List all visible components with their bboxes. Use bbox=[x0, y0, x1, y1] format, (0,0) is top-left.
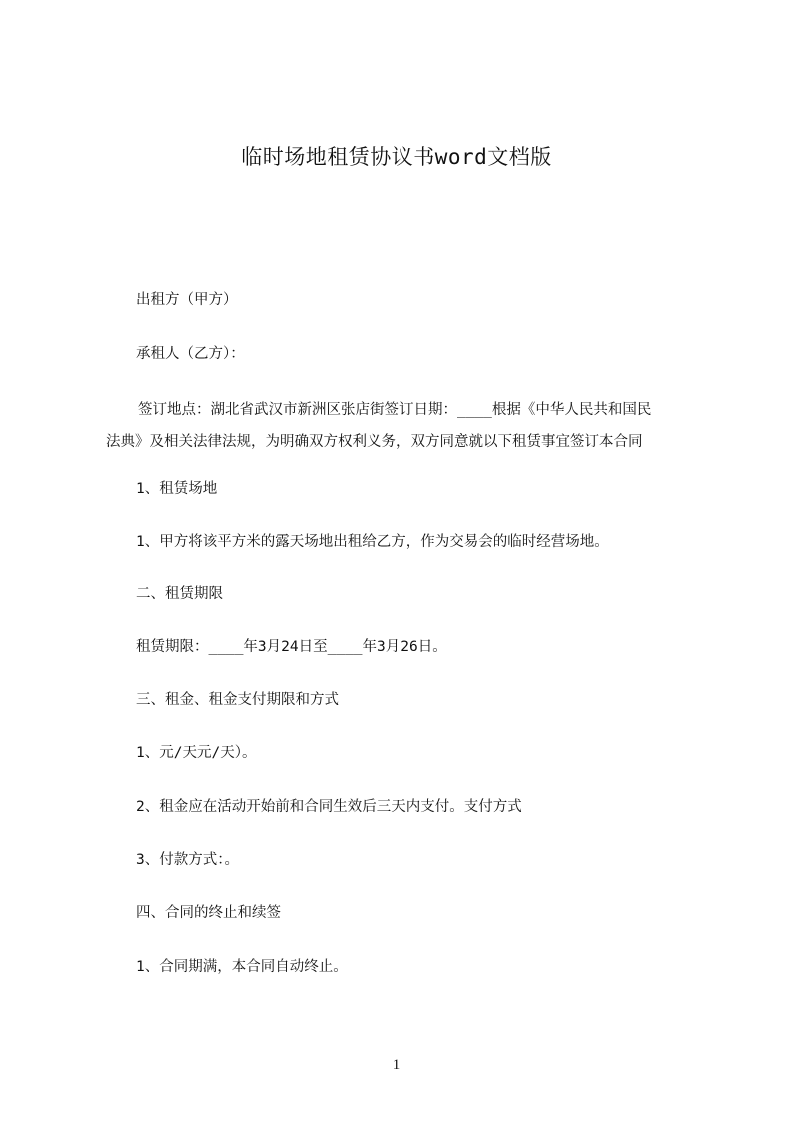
section-2-term: 租赁期限：____年3月24日至____年3月26日。 bbox=[136, 639, 447, 655]
section-3-item-2: 2、租金应在活动开始前和合同生效后三天内支付。支付方式 bbox=[136, 799, 522, 815]
section-1-item-1: 1、甲方将该平方米的露天场地出租给乙方，作为交易会的临时经营场地。 bbox=[136, 534, 609, 550]
section-3-heading: 三、租金、租金支付期限和方式 bbox=[136, 692, 339, 708]
lessor-line: 出租方（甲方） bbox=[136, 292, 238, 308]
signing-paragraph-line-2: 法典》及相关法律法规，为明确双方权利义务，双方同意就以下租赁事宜签订本合同 bbox=[106, 434, 643, 450]
document-title: 临时场地租赁协议书word文档版 bbox=[241, 145, 552, 169]
section-1-heading: 1、租赁场地 bbox=[136, 481, 218, 497]
page-number: 1 bbox=[392, 1057, 401, 1073]
lessee-line: 承租人（乙方）： bbox=[136, 346, 245, 362]
section-3-item-3: 3、付款方式：。 bbox=[136, 852, 239, 868]
signing-paragraph bbox=[106, 394, 706, 458]
section-2-heading: 二、租赁期限 bbox=[136, 586, 223, 602]
signing-paragraph-line-1: 签订地点：湖北省武汉市新洲区张店街签订日期：____根据《中华人民共和国民 bbox=[138, 402, 652, 418]
section-3-item-1: 1、元/天元/天）。 bbox=[136, 745, 257, 761]
section-4-heading: 四、合同的终止和续签 bbox=[136, 905, 281, 921]
section-4-item-1: 1、合同期满，本合同自动终止。 bbox=[136, 959, 348, 975]
